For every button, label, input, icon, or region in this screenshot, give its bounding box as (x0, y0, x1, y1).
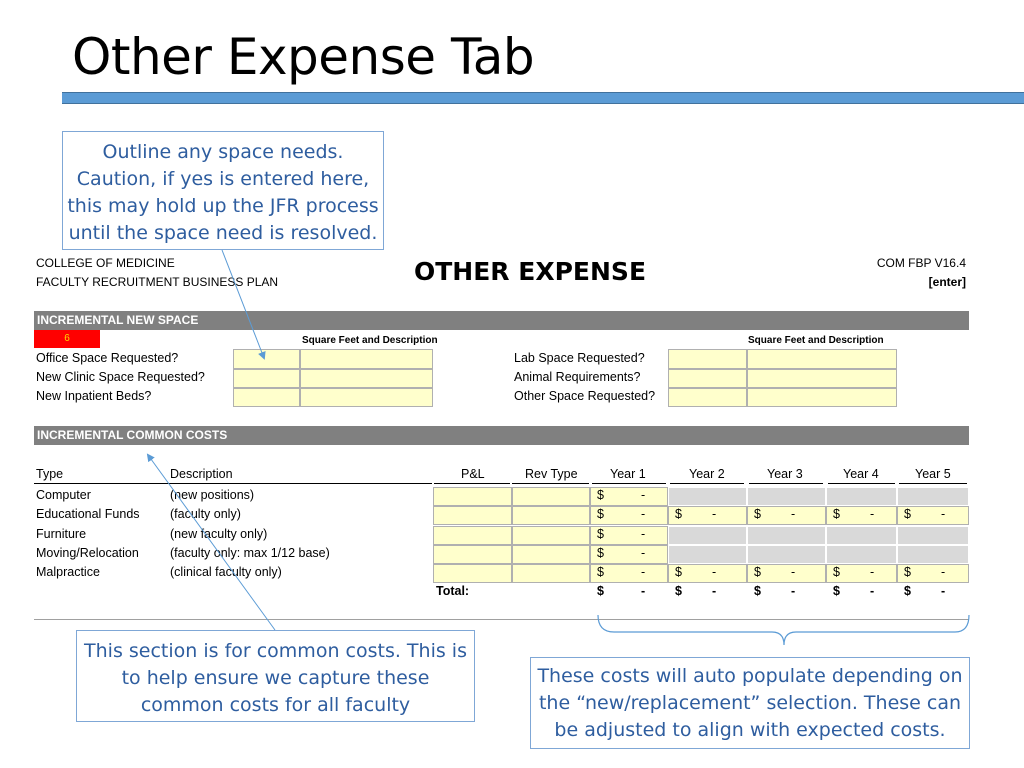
total-value: - (791, 584, 796, 598)
amount-value: - (791, 507, 796, 521)
enter-cell[interactable]: [enter] (928, 275, 966, 289)
callout-line: These costs will auto populate depending on (537, 665, 963, 687)
callout-line: be adjusted to align with expected costs. (554, 719, 946, 741)
currency-symbol: $ (833, 565, 840, 579)
callout-line: the “new/replacement” selection. These can (538, 692, 962, 714)
flag-cell[interactable]: 6 (34, 330, 100, 348)
currency-symbol: $ (904, 565, 911, 579)
callout-line: Caution, if yes is entered here, (76, 168, 370, 190)
cost-description-label: (new faculty only) (170, 527, 268, 541)
section-common-costs: INCREMENTAL COMMON COSTS (34, 426, 969, 445)
total-label: Total: (436, 584, 470, 598)
callout-line: This section is for common costs. This is (84, 640, 467, 662)
col-year-1: Year 1 (610, 467, 646, 481)
cost-description-label: (faculty only) (170, 507, 241, 521)
total-value: - (941, 584, 946, 598)
cost-type-label: Computer (36, 488, 91, 502)
total-currency-symbol: $ (904, 584, 911, 598)
callout-line: this may hold up the JFR process (67, 195, 379, 217)
total-currency-symbol: $ (675, 584, 682, 598)
amount-value: - (870, 565, 875, 579)
brace-icon (598, 615, 969, 645)
currency-symbol: $ (597, 565, 604, 579)
currency-symbol: $ (754, 565, 761, 579)
col-type: Type (36, 467, 64, 481)
total-value: - (712, 584, 717, 598)
amount-value: - (641, 527, 646, 541)
currency-symbol: $ (597, 488, 604, 502)
total-currency-symbol: $ (754, 584, 761, 598)
col-year-3: Year 3 (767, 467, 803, 481)
total-value: - (641, 584, 646, 598)
amount-value: - (712, 565, 717, 579)
square-feet-header-right: Square Feet and Description (748, 335, 884, 346)
col-rev-type: Rev Type (525, 467, 578, 481)
square-feet-header-left: Square Feet and Description (302, 335, 438, 346)
callout-line: Outline any space needs. (102, 141, 344, 163)
callout-line: until the space need is resolved. (68, 222, 378, 244)
total-value: - (870, 584, 875, 598)
currency-symbol: $ (904, 507, 911, 521)
cost-description-label: (new positions) (170, 488, 255, 502)
amount-value: - (641, 507, 646, 521)
amount-value: - (941, 507, 946, 521)
lab-space-label: Lab Space Requested? (514, 351, 645, 365)
col-pl: P&L (461, 467, 485, 481)
currency-symbol: $ (833, 507, 840, 521)
inpatient-beds-label: New Inpatient Beds? (36, 389, 152, 403)
office-space-label: Office Space Requested? (36, 351, 179, 365)
amount-value: - (791, 565, 796, 579)
common-arrow (148, 455, 275, 630)
cost-type-label: Furniture (36, 527, 87, 541)
version-label: COM FBP V16.4 (876, 256, 966, 270)
section-new-space: INCREMENTAL NEW SPACE (34, 311, 969, 330)
currency-symbol: $ (597, 527, 604, 541)
clinic-space-label: New Clinic Space Requested? (36, 370, 205, 384)
currency-symbol: $ (597, 507, 604, 521)
space-arrow (222, 250, 264, 358)
amount-value: - (941, 565, 946, 579)
amount-value: - (641, 546, 646, 560)
cost-type-label: Educational Funds (36, 507, 140, 521)
callout-line: common costs for all faculty (140, 694, 411, 716)
currency-symbol: $ (597, 546, 604, 560)
currency-symbol: $ (754, 507, 761, 521)
other-space-label: Other Space Requested? (514, 389, 656, 403)
total-currency-symbol: $ (597, 584, 604, 598)
currency-symbol: $ (675, 565, 682, 579)
col-year-2: Year 2 (689, 467, 725, 481)
cost-description-label: (clinical faculty only) (170, 565, 282, 579)
total-currency-symbol: $ (833, 584, 840, 598)
plan-name: FACULTY RECRUITMENT BUSINESS PLAN (36, 275, 279, 289)
callout-line: to help ensure we capture these (121, 667, 430, 689)
college-name: COLLEGE OF MEDICINE (36, 256, 175, 270)
amount-value: - (870, 507, 875, 521)
sheet-heading: OTHER EXPENSE (414, 257, 647, 286)
cost-description-label: (faculty only: max 1/12 base) (170, 546, 330, 560)
col-description: Description (170, 467, 233, 481)
amount-value: - (641, 565, 646, 579)
slide-title: Other Expense Tab (72, 28, 535, 86)
cost-type-label: Malpractice (36, 565, 100, 579)
col-year-4: Year 4 (843, 467, 879, 481)
amount-value: - (641, 488, 646, 502)
cost-type-label: Moving/Relocation (36, 546, 139, 560)
col-year-5: Year 5 (915, 467, 951, 481)
amount-value: - (712, 507, 717, 521)
animal-req-label: Animal Requirements? (514, 370, 641, 384)
currency-symbol: $ (675, 507, 682, 521)
